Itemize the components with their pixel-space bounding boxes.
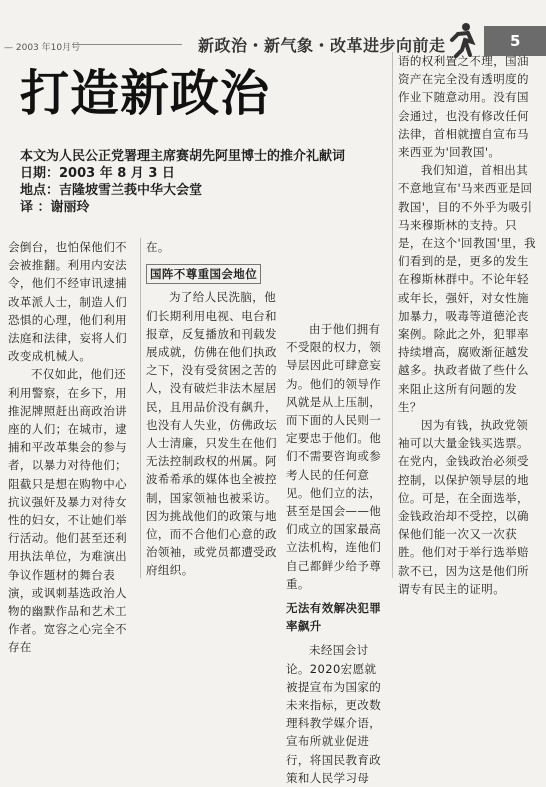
paragraph: 语的权利置之不理，国油资产在完全没有透明度的作业下随意动用。没有国会通过，也没有修改任何法律，首相就擅自宣布马来西亚为'回教国'。	[398, 54, 529, 160]
header-rule	[72, 44, 182, 45]
column-3	[286, 320, 386, 787]
paragraph: 为了给人民洗脑，他们长期利用电视、电台和报章，反复播放和刊载发展成就，仿佛在他们执政之下，没有受贫困之苦的人，没有破烂非法木屋居民，且用品价没有飙升，也没有人失业，仿佛政坛人士清廉，只发生在他们无法控制政权的州属。阿波希希承的媒体也全被控制，国家领袖也被采访。因为挑战他们的政策与地位，而不合他们心意的政治领袖，或党员都遭受政府组织。	[146, 290, 277, 578]
article-intro: 本文为人民公正党署理主席赛胡先阿里博士的推介礼献词	[20, 149, 346, 164]
article-meta	[20, 148, 390, 216]
column-2	[146, 238, 280, 580]
paragraph: 由于他们拥有不受限的权力，领导层因此可肆意妄为。他们的领导作风就是从上压制，而下面的人民则一定要忠于他们。他们不需要咨询或参考人民的任何意见。他们立的法，甚至是国会——他们成立的国家最高立法机构，连他们自己都鲜少给予尊重。	[286, 322, 382, 591]
paragraph: 会倒台，也怕保他们不会被推翻。利用内安法令，他们不经审讯逮捕改革派人士，制造人们恐惧的心理，他们利用法庭和法律，妄将人们改变成机械人。	[8, 240, 127, 364]
article-title: 打造新政治	[20, 65, 271, 122]
article-translator: 译 ：谢丽玲	[20, 200, 90, 215]
column-1	[8, 238, 136, 657]
column-divider	[392, 52, 393, 578]
paragraph: 不仅如此，他们还利用警察，在乡下，用推泥牌照赶出商政治讲座的人们；在城市，逮捕和平改革集会的参与者，以暴力对待他们；阻截只是想在购物中心抗议强奸及暴力对待女性的妇女，不让她们举行活动。他们甚至还利用执法单位，为难演出争议作题材的舞台表演，或讽刺基选政治人物的幽默作品和艺术工作者。宽容之心完全不存在	[8, 367, 127, 655]
paragraph: 我们知道，首相出其不意地宣布'马来西亚是回教国'，目的不外乎为吸引马来穆斯林的支持。只是，在这个'回教国'里，我们看到的是，更多的发生在穆斯林群中。不论年轻或年长，强奸，对女性施加暴力，吸毒等道德沦丧案例。除此之外，犯罪率持续增高，腐败渐征越发越多。执政者做了些什么来阻止这所有问题的发生？	[398, 163, 537, 414]
paragraph: 未经国会讨论。2020宏愿就被提宣布为国家的未来指标，更改数理科教学媒介语，宣布所就业促进行，将国民教育政策和人民学习母	[286, 643, 382, 785]
article-date: 日期：2003 年 8 月 3 日	[20, 166, 175, 181]
article-venue: 地点：吉隆坡雪兰莪中华大会堂	[20, 183, 203, 198]
column-4	[398, 52, 538, 598]
column-divider	[140, 238, 141, 578]
subheading: 国阵不尊重国会地位	[146, 264, 261, 284]
issue-label: — 2003 年10月号	[4, 43, 81, 53]
subheading: 无法有效解决犯罪率飙升	[286, 601, 382, 634]
page-number: 5	[484, 26, 546, 56]
header-slogan: 新政治・新气象・改革进步向前走	[198, 36, 446, 55]
paragraph: 在。	[146, 240, 170, 254]
paragraph: 因为有钱，执政党领袖可以大量金钱买选票。在党内，金钱政治必须受控制，以保护领导层的地位。可是，在全面选举，金钱政治却不受控，以确保他们能一次又一次获胜。他们对于举行选举赔款不已，因为这是他们所谓专有民主的证明。	[398, 418, 529, 596]
